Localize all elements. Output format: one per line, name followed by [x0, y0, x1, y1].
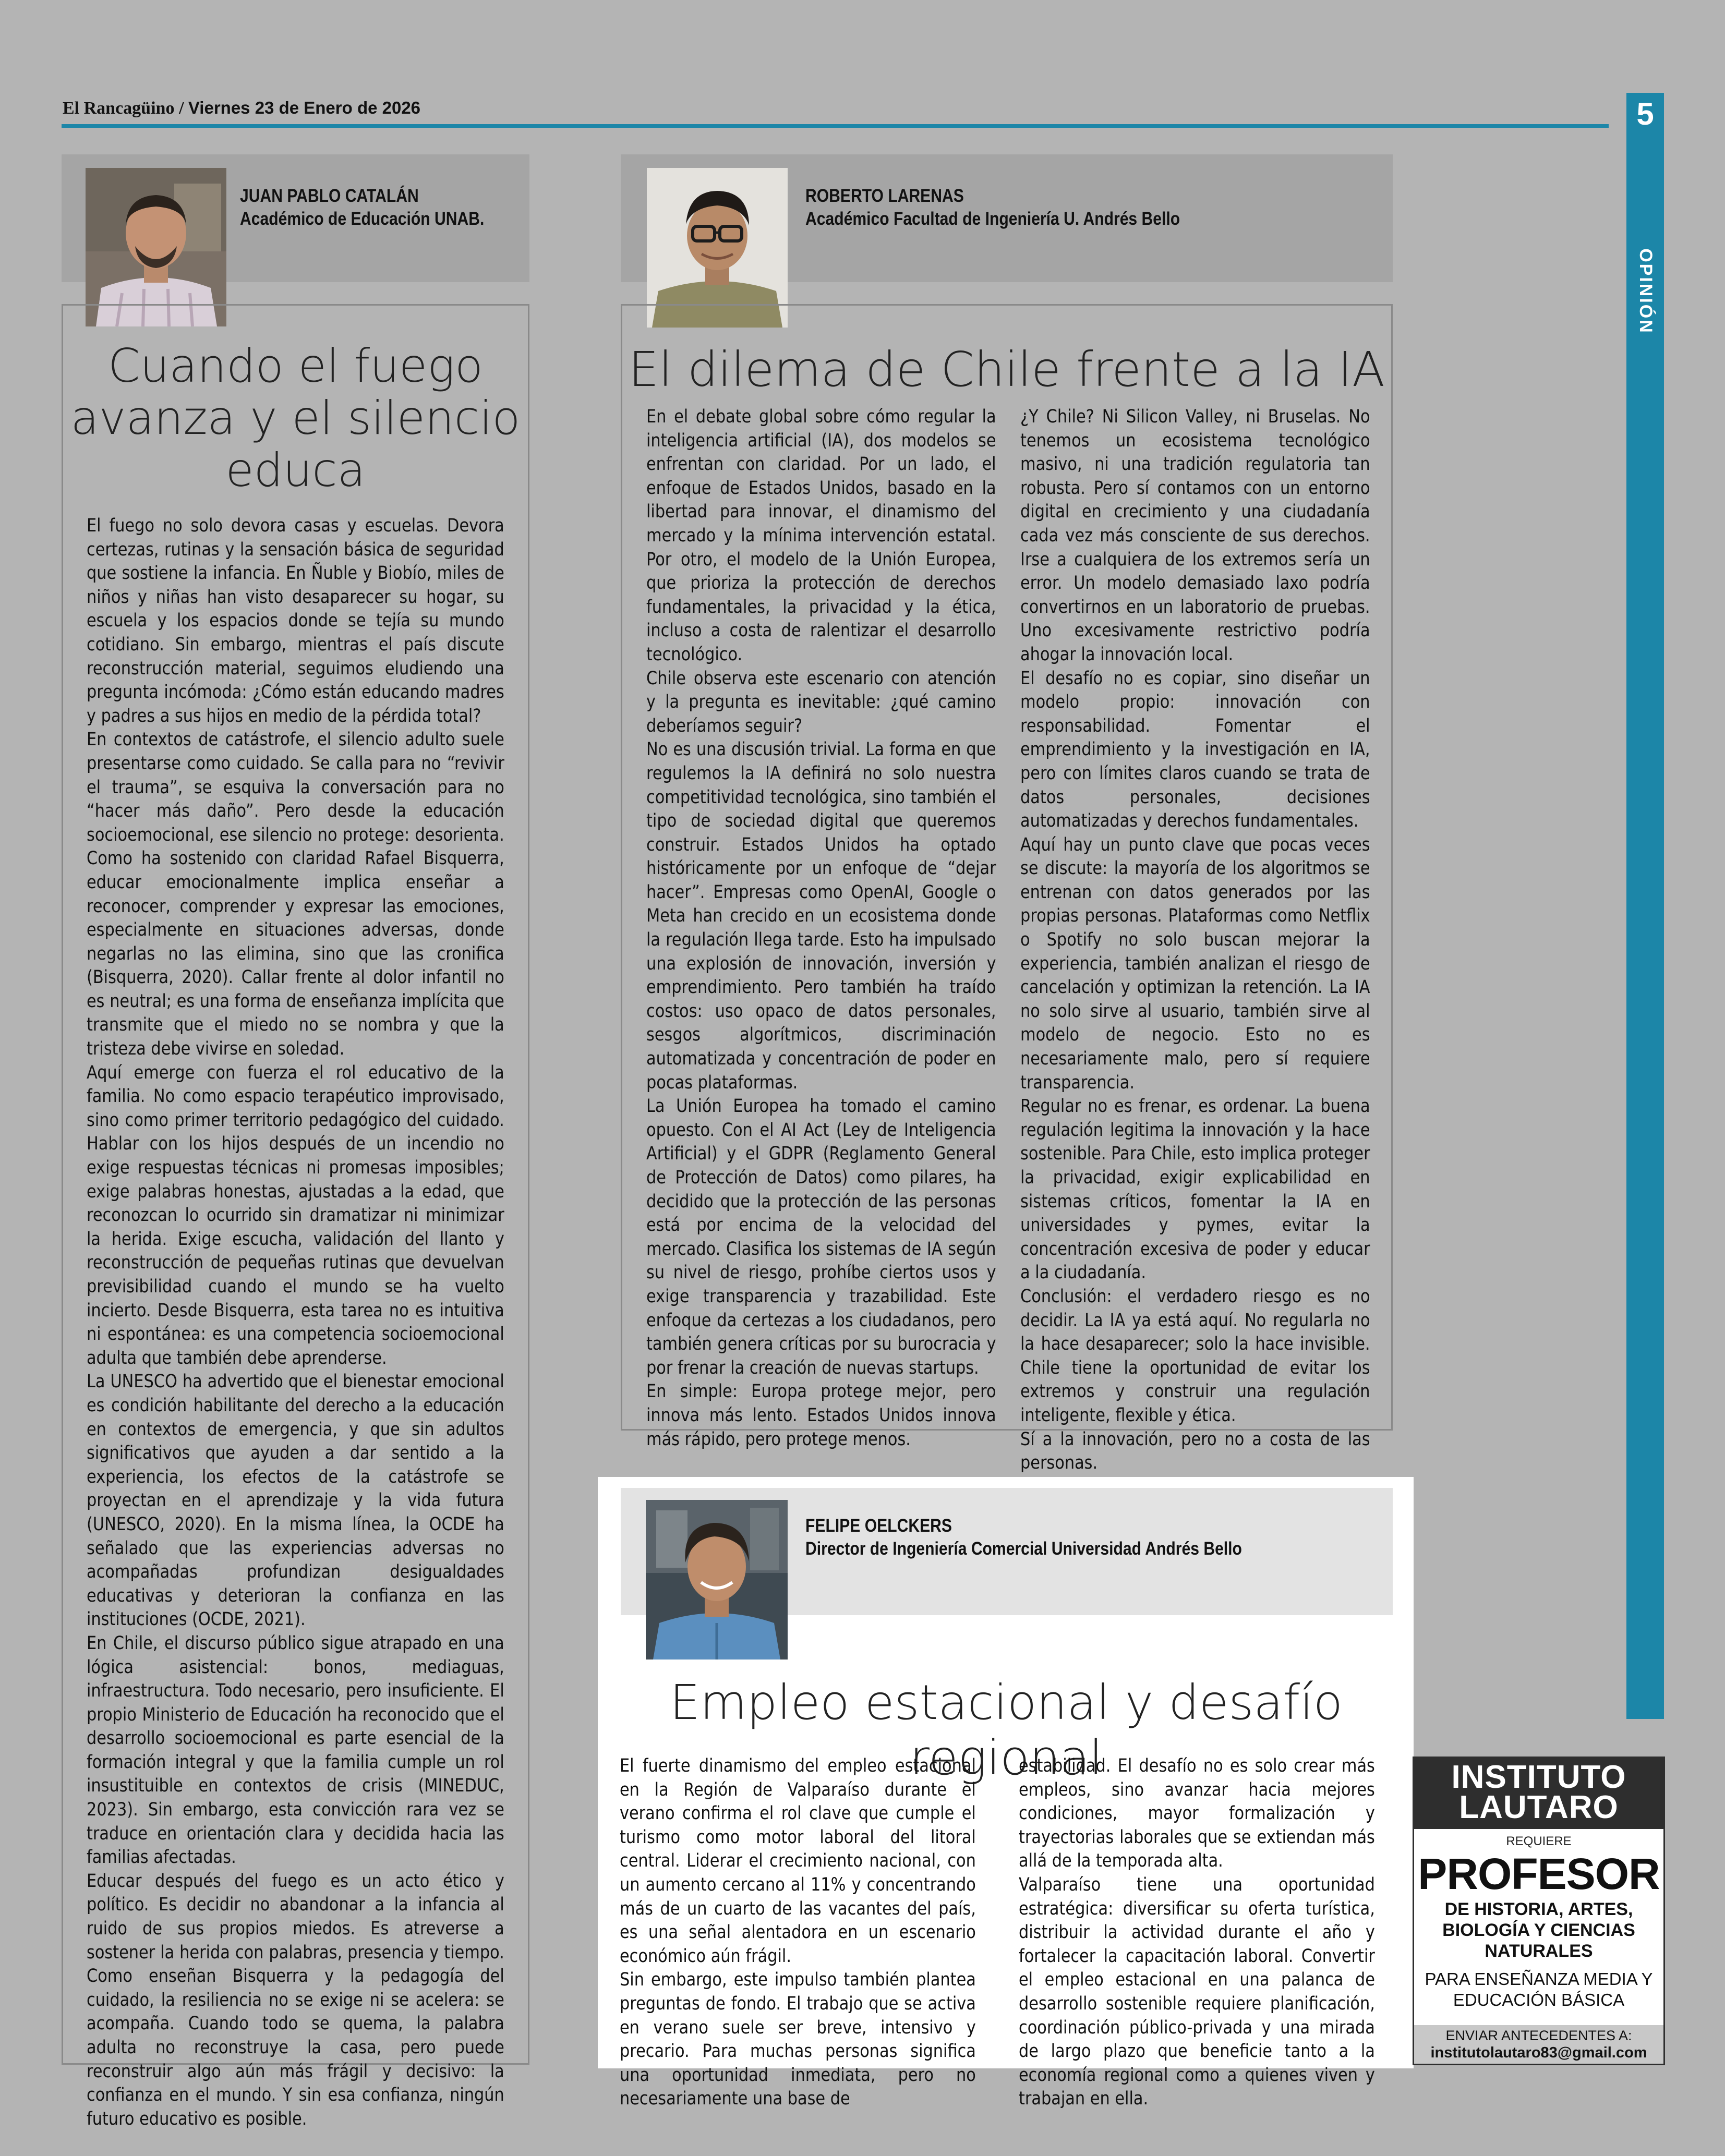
- ad-subjects: DE HISTORIA, ARTES, BIOLOGÍA Y CIENCIAS NATURALES: [1442, 1899, 1635, 1961]
- author-name-catalan: JUAN PABLO CATALÁN: [240, 186, 419, 206]
- author-larenas: [805, 185, 1180, 231]
- paragraph: No es una discusión trivial. La forma en que regulemos la IA definirá no solo nuestra competitividad tecnológica, sino también el tipo de sociedad digital que queremos construir. Estados Unidos ha optado históricamente por un enfoque de “dejar hacer”. Empresas como OpenAI, Google o Meta han crecido en un ecosistema donde la regulación llega tarde. Esto ha impulsado una explosión de innovación, inversión y emprendimiento. Pero también ha traído costos: uso opaco de datos personales, sesgos algorítmicos, discriminación automatizada y concentración de poder en pocas plataformas.: [646, 739, 996, 1093]
- article-body-larenas-col1: [646, 405, 996, 1451]
- headline-oelckers: Empleo estacional y desafío regional: [670, 1675, 1343, 1786]
- masthead: [63, 98, 420, 118]
- author-photo-oelckers: [646, 1500, 788, 1660]
- section-label: OPINIÓN: [1635, 248, 1656, 334]
- issue-date: Viernes 23 de Enero de 2026: [188, 98, 421, 117]
- paragraph: La Unión Europea ha tomado el camino opuesto. Con el AI Act (Ley de Inteligencia Artificial) y el GDPR (Reglamento General de Protección de Datos) como pilares, ha decidido que la protección de las personas está por encima de la velocidad del mercado. Clasifica los sistemas de IA según su nivel de riesgo, prohíbe ciertos usos y exige transparencia y trazabilidad. Este enfoque da certezas a los ciudadanos, pero también genera críticas por su burocracia y por frenar la creación de nuevas startups.: [646, 1096, 996, 1378]
- header-rule: [62, 124, 1609, 128]
- ad-brand: INSTITUTO LAUTARO: [1414, 1758, 1663, 1829]
- headline-larenas: El dilema de Chile frente a la IA: [629, 342, 1385, 397]
- portrait-oelckers: [646, 1500, 788, 1660]
- paragraph: ¿Y Chile? Ni Silicon Valley, ni Bruselas. No tenemos un ecosistema tecnológico masivo, ni una tradición regulatoria tan robusta. Pero sí contamos con un entorno digital en crecimiento y una ciudadanía cada vez más consciente de sus derechos. Irse a cualquiera de los extremos sería un error. Un modelo demasiado laxo podría convertirnos en un laboratorio de pruebas. Uno excesivamente restrictivo podría ahogar la innovación local.: [1020, 406, 1370, 665]
- paragraph: Aquí emerge con fuerza el rol educativo de la familia. No como espacio terapéutico improvisado, sino como primer territorio pedagógico del cuidado. Hablar con los hijos después de un incendio no exige respuestas técnicas ni promesas imposibles; exige palabras honestas, ajustadas a la edad, que reconozcan lo ocurrido sin dramatizar ni minimizar la herida. Exige escucha, validación del llanto y reconstrucción de pequeñas rutinas que devuelvan previsibilidad cuando el mundo se ha vuelto incierto. Desde Bisquerra, esta tarea no es intuitiva ni espontánea: es una competencia socioemocional adulta que también debe aprenderse.: [87, 1062, 504, 1368]
- author-role-larenas: Académico Facultad de Ingeniería U. Andrés Bello: [805, 209, 1180, 229]
- ad-position: PROFESOR: [1418, 1849, 1660, 1898]
- author-name-oelckers: FELIPE OELCKERS: [805, 1516, 952, 1536]
- author-role-catalan: Académico de Educación UNAB.: [240, 209, 485, 229]
- author-name-larenas: ROBERTO LARENAS: [805, 186, 964, 206]
- page-number: 5: [1636, 96, 1654, 131]
- article-body-oelckers-col1: [620, 1754, 976, 2111]
- paragraph: En el debate global sobre cómo regular la inteligencia artificial (IA), dos modelos se enfrentan con claridad. Por un lado, el enfoque de Estados Unidos, basado en la libertad para innovar, el dinamismo del mercado y la mínima intervención estatal. Por otro, el modelo de la Unión Europea, que prioriza la protección de derechos fundamentales, la privacidad y la ética, incluso a costa de ralentizar el desarrollo tecnológico.: [646, 406, 996, 665]
- paragraph: En contextos de catástrofe, el silencio adulto suele presentarse como cuidado. Se calla para no “revivir el trauma”, se esquiva la conversación para no “hacer más daño”. Pero desde la educación socioemocional, ese silencio no protege: desorienta. Como ha sostenido con claridad Rafael Bisquerra, educar emocionalmente implica enseñar a reconocer, comprender y expresar las emociones, especialmente en situaciones adversas, donde negarlas no las elimina, sino que las cronifica (Bisquerra, 2020). Callar frente al dolor infantil no es neutral; es una forma de enseñanza implícita que transmite que el miedo no se nombra y que la tristeza debe vivirse en soledad.: [87, 729, 504, 1060]
- paragraph: El desafío no es copiar, sino diseñar un modelo propio: innovación con responsabilidad. Fomentar el emprendimiento y la investigación en IA, pero con límites claros cuando se trata de datos personales, decisiones automatizadas y derechos fundamentales.: [1020, 668, 1370, 832]
- paragraph: El fuego no solo devora casas y escuelas. Devora certezas, rutinas y la sensación básica de seguridad que sostiene la infancia. En Ñuble y Biobío, miles de niños y niñas han visto desaparecer su hogar, su escuela y los espacios donde se tejía su mundo cotidiano. Sin embargo, mientras el país discute reconstrucción material, seguimos eludiendo una pregunta incómoda: ¿Cómo están educando madres y padres a sus hijos en medio de la pérdida total?: [87, 515, 504, 726]
- section-label-wrap: [1629, 249, 1661, 333]
- paragraph: estabilidad. El desafío no es solo crear más empleos, sino avanzar hacia mejores condiciones, mayor formalización y trayectorias laborales que se extiendan más allá de la temporada alta.: [1019, 1755, 1375, 1872]
- paragraph: Sin embargo, este impulso también plantea preguntas de fondo. El trabajo que se activa en verano suele ser breve, intensivo y precario. Para muchas personas significa una oportunidad inmediata, pero no necesariamente una base de: [620, 1969, 976, 2110]
- section-sidebar: [1626, 93, 1664, 1719]
- paragraph: El fuerte dinamismo del empleo estacional en la Región de Valparaíso durante el verano confirma el rol clave que cumple el turismo como motor laboral del litoral central. Liderar el crecimiento nacional, con un aumento cercano al 11% y concentrando más de un cuarto de las vacantes del país, es una señal alentadora en un escenario económico aún frágil.: [620, 1755, 976, 1967]
- paragraph: La UNESCO ha advertido que el bienestar emocional es condición habilitante del derecho a la educación en contextos de emergencia, y que sin adultos significativos que ayuden a dar sentido a la experiencia, los efectos de la catástrofe se proyectan en el aprendizaje y la vida futura (UNESCO, 2020). En la misma línea, la OCDE ha señalado que las experiencias adversas no acompañadas profundizan desigualdades educativas y deterioran la confianza en las instituciones (OCDE, 2021).: [87, 1371, 504, 1630]
- author-oelckers: [805, 1515, 1242, 1560]
- paragraph: Aquí hay un punto clave que pocas veces se discute: la mayoría de los algoritmos se entrenan con datos generados por las propias personas. Plataformas como Netflix o Spotify no solo buscan mejorar la experiencia, también analizan el riesgo de cancelación y optimizan la retención. La IA no solo sirve al usuario, también sirve al modelo de negocio. Esto no es necesariamente malo, pero sí requiere transparencia.: [1020, 834, 1370, 1093]
- paragraph: Conclusión: el verdadero riesgo es no decidir. La IA ya está aquí. No regularla no la hace desaparecer; solo la hace invisible. Chile tiene la oportunidad de evitar los extremos y construir una regulación inteligente, flexible y ética.: [1020, 1286, 1370, 1426]
- paragraph: Chile observa este escenario con atención y la pregunta es inevitable: ¿qué camino deberíamos seguir?: [646, 668, 996, 736]
- paragraph: En simple: Europa protege mejor, pero innova más lento. Estados Unidos innova más rápido, pero protege menos.: [646, 1381, 996, 1450]
- paragraph: Sí a la innovación, pero no a costa de las personas.: [1020, 1428, 1370, 1474]
- portrait-catalan: [86, 168, 226, 326]
- author-catalan: [240, 185, 484, 231]
- article-body-larenas-col2: [1020, 405, 1370, 1475]
- paragraph: Regular no es frenar, es ordenar. La buena regulación legitima la innovación y la hace sostenible. Para Chile, esto implica proteger la privacidad, exigir explicabilidad en sistemas críticos, fomentar la IA en universidades y pymes, evitar la concentración excesiva de poder y educar a la ciudadanía.: [1020, 1096, 1370, 1283]
- ad-contact: [1414, 2025, 1663, 2064]
- ad-requires: REQUIERE: [1506, 1834, 1572, 1848]
- paragraph: Educar después del fuego es un acto ético y político. Es decidir no abandonar a la infancia al ruido de sus propios miedos. Es atreverse a sostener la herida con palabras, presencia y tiempo. Como enseñan Bisquerra y la pedagogía del cuidado, la resiliencia no se exige ni se acelera: se acompaña. Cuando todo se quema, la palabra adulta no reconstruye la casa, pero puede reconstruir algo aún más frágil y decisivo: la confianza en el mundo. Y sin esa confianza, ningún futuro educativo es posible.: [87, 1870, 504, 2129]
- newspaper-name: El Rancagüino /: [63, 99, 184, 118]
- ad-email: institutolautaro83@gmail.com: [1430, 2044, 1647, 2061]
- headline-line-3: educa: [225, 443, 366, 497]
- ad-send-label: ENVIAR ANTECEDENTES A:: [1445, 2028, 1632, 2043]
- headline-catalan: [65, 340, 526, 496]
- paragraph: En Chile, el discurso público sigue atrapado en una lógica asistencial: bonos, mediaguas, infraestructura. Todo necesario, pero insuficiente. El propio Ministerio de Educación ha reconocido que el desarrollo socioemocional es parte esencial de la formación integral y que la familia cumple un rol insustituible en contextos de crisis (MINEDUC, 2023). Sin embargo, esta convicción rara vez se traduce en orientación clara y decidida hacia las familias afectadas.: [87, 1632, 504, 1868]
- classified-ad: [1413, 1757, 1665, 2065]
- paragraph: Valparaíso tiene una oportunidad estratégica: diversificar su oferta turística, distribuir la actividad durante el año y fortalecer la capacitación laboral. Convertir el empleo estacional en una palanca de desarrollo sostenible requiere planificación, coordinación público-privada y una mirada de largo plazo que beneficie tanto a la economía regional como a quienes viven y trabajan en ella.: [1019, 1874, 1375, 2110]
- ad-levels: PARA ENSEÑANZA MEDIA Y EDUCACIÓN BÁSICA: [1425, 1969, 1653, 2009]
- author-photo-catalan: [86, 168, 226, 326]
- headline-line-2: avanza y el silencio: [70, 391, 521, 445]
- article-body-catalan: [87, 514, 504, 2131]
- author-role-oelckers: Director de Ingeniería Comercial Universidad Andrés Bello: [805, 1539, 1242, 1559]
- headline-line-1: Cuando el fuego: [108, 339, 483, 393]
- article-body-oelckers-col2: [1019, 1754, 1375, 2111]
